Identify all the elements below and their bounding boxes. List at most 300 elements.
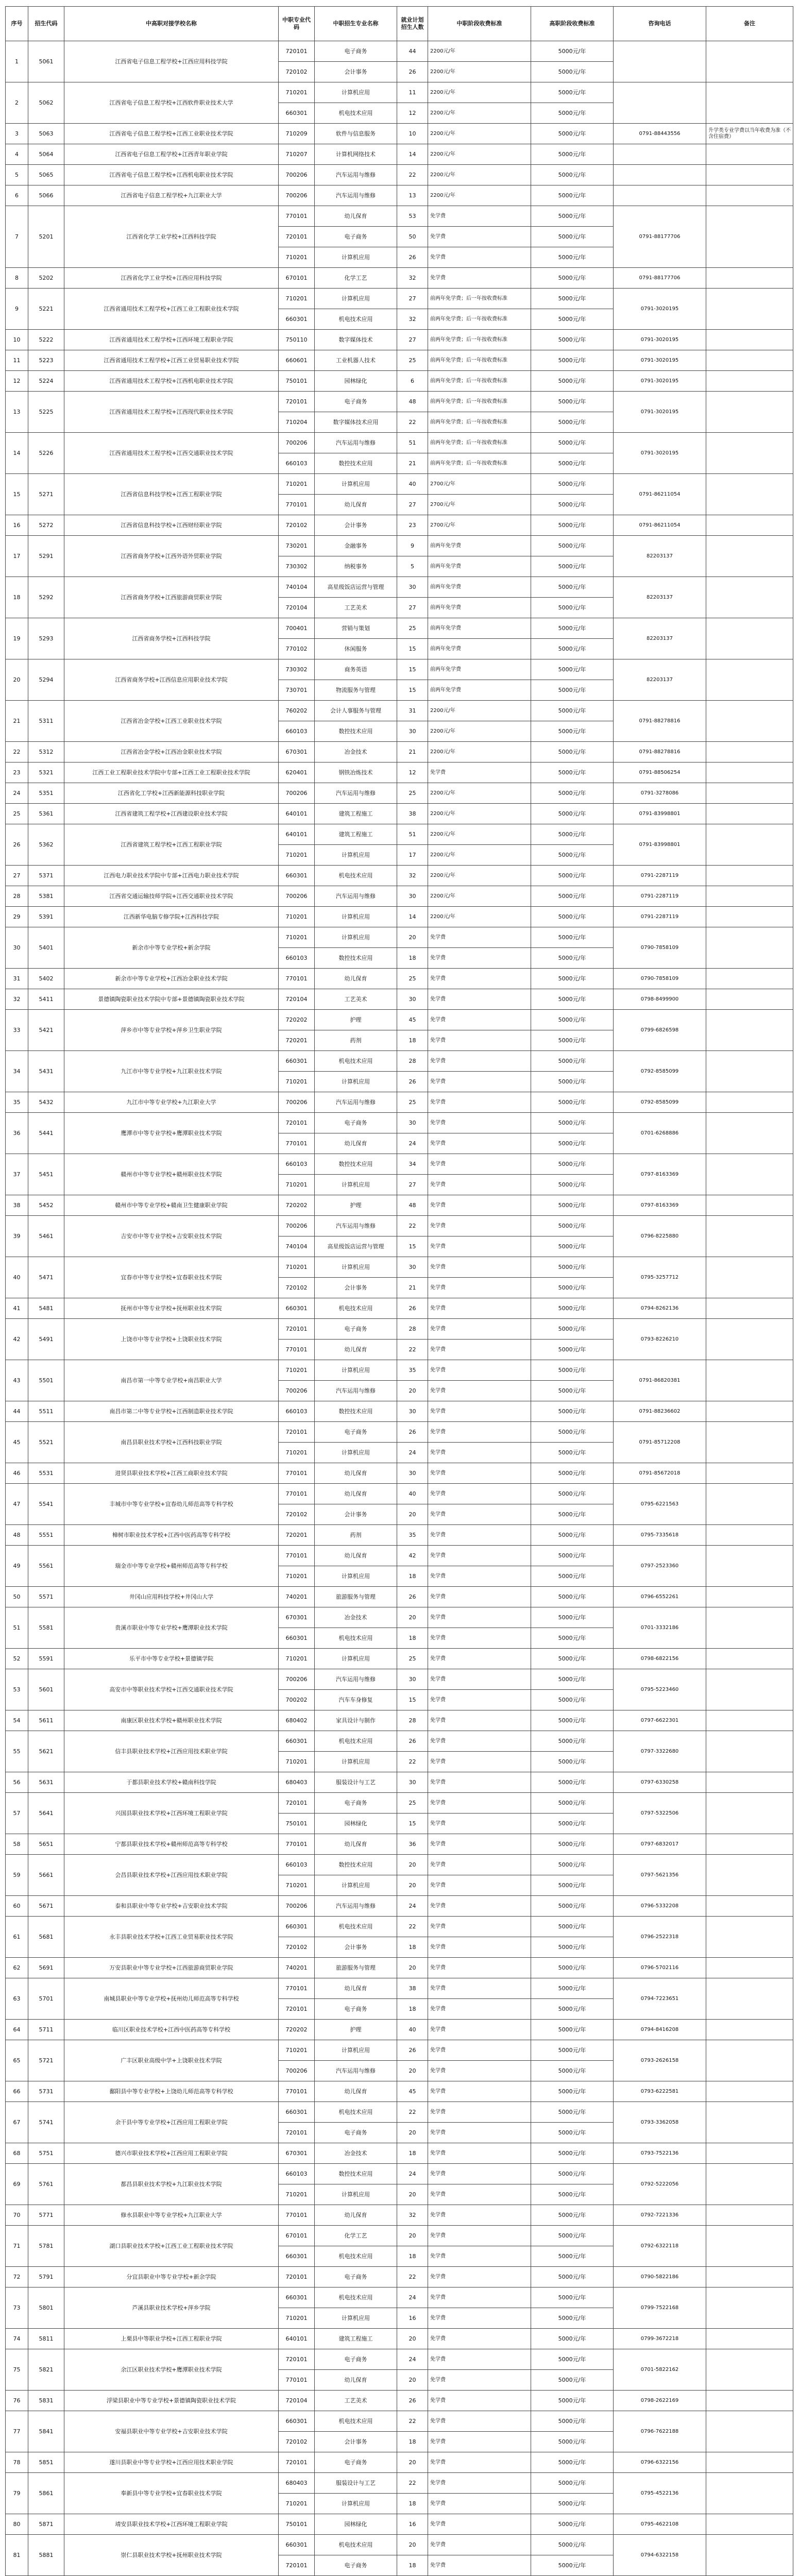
- quota-cell: 20: [397, 2061, 428, 2081]
- secondary-fee-cell: 前两年免学费: [428, 536, 531, 556]
- major-name-cell: 汽车运用与维修: [315, 1092, 397, 1113]
- major-name-cell: 电子商务: [315, 2349, 397, 2370]
- school-cell: 会昌县职业技术学校+江西应用技术职业学院: [64, 1855, 279, 1896]
- school-cell: 江西省通用技术工程学校+江西现代职业技术学院: [64, 392, 279, 433]
- school-cell: 修水县职业中等专业学校+九江职业大学: [64, 2205, 279, 2226]
- college-fee-cell: 5000元/年: [531, 1649, 614, 1669]
- note-cell: [706, 144, 793, 165]
- major-code-cell: 720202: [279, 2020, 315, 2040]
- quota-cell: 20: [397, 1607, 428, 1628]
- major-code-cell: 710201: [279, 2040, 315, 2061]
- code-cell: 5461: [28, 1216, 64, 1257]
- seq-cell: 56: [6, 1772, 28, 1793]
- note-cell: [706, 2164, 793, 2205]
- major-code-cell: 770101: [279, 969, 315, 989]
- major-name-cell: 家具设计与制作: [315, 1710, 397, 1731]
- note-cell: [706, 824, 793, 866]
- note-cell: [706, 1710, 793, 1731]
- note-cell: [706, 2081, 793, 2102]
- school-cell: 樟树市职业技术学校+江西中医药高等专科学校: [64, 1525, 279, 1546]
- school-cell: 江西省通用技术工程学校+江西工业贸易职业技术学院: [64, 350, 279, 371]
- phone-cell: 0794-6322158: [614, 2535, 706, 2576]
- major-code-cell: 770101: [279, 2205, 315, 2226]
- phone-cell: 0791-3020195: [614, 433, 706, 474]
- school-cell: 遂川县职业中等专业学校+江西应用技术职业学院: [64, 2452, 279, 2473]
- major-name-cell: 幼儿保育: [315, 1546, 397, 1566]
- note-cell: [706, 2143, 793, 2164]
- school-cell: 德兴市职业技术学校+江西应用工程职业学院: [64, 2143, 279, 2164]
- major-name-cell: 金融事务: [315, 536, 397, 556]
- major-code-cell: 710201: [279, 1443, 315, 1463]
- school-cell: 进贤县职业技术学校+江西工商职业技术学院: [64, 1463, 279, 1484]
- seq-cell: 38: [6, 1195, 28, 1216]
- code-cell: 5226: [28, 433, 64, 474]
- major-code-cell: 720104: [279, 598, 315, 618]
- major-name-cell: 幼儿保育: [315, 2081, 397, 2102]
- phone-cell: 0791-3020195: [614, 330, 706, 350]
- table-row: [6, 2514, 793, 2535]
- quota-cell: 30: [397, 1401, 428, 1422]
- major-code-cell: 710201: [279, 927, 315, 948]
- note-cell: [706, 1401, 793, 1422]
- note-cell: [706, 577, 793, 618]
- seq-cell: 37: [6, 1154, 28, 1195]
- secondary-fee-cell: 免学费: [428, 1525, 531, 1546]
- major-code-cell: 700206: [279, 886, 315, 907]
- school-cell: 鄱阳县中等专业学校+上饶幼儿师范高等专科学校: [64, 2081, 279, 2102]
- note-cell: [706, 165, 793, 185]
- quota-cell: 36: [397, 1834, 428, 1855]
- college-fee-cell: 5000元/年: [531, 866, 614, 886]
- major-code-cell: 710209: [279, 124, 315, 144]
- college-fee-cell: 5000元/年: [531, 2123, 614, 2143]
- note-cell: [706, 392, 793, 433]
- major-code-cell: 720201: [279, 1030, 315, 1051]
- major-name-cell: 电子商务: [315, 1319, 397, 1340]
- school-cell: 赣州市中等专业学校+赣南卫生健康职业学院: [64, 1195, 279, 1216]
- major-name-cell: 汽车运用与维修: [315, 783, 397, 804]
- school-cell: 泰和县职业中等专业学校+吉安职业技术学院: [64, 1896, 279, 1917]
- secondary-fee-cell: 免学费: [428, 1381, 531, 1401]
- secondary-fee-cell: 免学费: [428, 1154, 531, 1175]
- college-fee-cell: 5000元/年: [531, 41, 614, 62]
- secondary-fee-cell: 免学费: [428, 206, 531, 227]
- college-fee-cell: 5000元/年: [531, 1401, 614, 1422]
- secondary-fee-cell: 免学费: [428, 2535, 531, 2555]
- major-code-cell: 720201: [279, 1525, 315, 1546]
- major-name-cell: 会计人事服务与管理: [315, 701, 397, 721]
- quota-cell: 24: [397, 2164, 428, 2184]
- code-cell: 5062: [28, 82, 64, 124]
- code-cell: 5451: [28, 1154, 64, 1195]
- major-name-cell: 幼儿保育: [315, 495, 397, 515]
- school-cell: 江西省电子信息工程学校+江西工业职业技术学院: [64, 124, 279, 144]
- quota-cell: 26: [397, 247, 428, 268]
- quota-cell: 25: [397, 618, 428, 639]
- major-name-cell: 机电技术应用: [315, 2287, 397, 2308]
- seq-cell: 19: [6, 618, 28, 659]
- college-fee-cell: 5000元/年: [531, 350, 614, 371]
- school-cell: 南康区职业技术学校+赣州职业技术学院: [64, 1710, 279, 1731]
- secondary-fee-cell: 免学费: [428, 2473, 531, 2494]
- quota-cell: 12: [397, 762, 428, 783]
- seq-cell: 39: [6, 1216, 28, 1257]
- seq-cell: 23: [6, 762, 28, 783]
- phone-cell: 82203137: [614, 577, 706, 618]
- college-fee-cell: 5000元/年: [531, 1113, 614, 1133]
- quota-cell: 34: [397, 1154, 428, 1175]
- code-cell: 5421: [28, 1010, 64, 1051]
- phone-cell: 0797-3322680: [614, 1731, 706, 1772]
- school-cell: 九江市中等专业学校+九江职业大学: [64, 1092, 279, 1113]
- code-cell: 5381: [28, 886, 64, 907]
- major-code-cell: 720101: [279, 2555, 315, 2576]
- secondary-fee-cell: 2200元/年: [428, 62, 531, 82]
- secondary-fee-cell: 免学费: [428, 2081, 531, 2102]
- school-cell: 丰城市中等专业学校+宜春幼儿师范高等专科学校: [64, 1484, 279, 1525]
- college-fee-cell: 5000元/年: [531, 1793, 614, 1814]
- code-cell: 5631: [28, 1772, 64, 1793]
- secondary-fee-cell: 免学费: [428, 1917, 531, 1937]
- secondary-fee-cell: 免学费: [428, 268, 531, 289]
- quota-cell: 16: [397, 2514, 428, 2535]
- quota-cell: 20: [397, 2184, 428, 2205]
- note-cell: [706, 618, 793, 659]
- major-code-cell: 670101: [279, 268, 315, 289]
- college-fee-cell: 5000元/年: [531, 1855, 614, 1875]
- major-name-cell: 机电技术应用: [315, 2411, 397, 2432]
- secondary-fee-cell: 免学费: [428, 1690, 531, 1710]
- note-cell: [706, 1422, 793, 1463]
- college-fee-cell: 5000元/年: [531, 1978, 614, 1999]
- phone-cell: 0791-83998801: [614, 824, 706, 866]
- table-row: [6, 268, 793, 289]
- major-code-cell: 660301: [279, 1298, 315, 1319]
- note-cell: [706, 2473, 793, 2514]
- table-row: [6, 2329, 793, 2349]
- major-code-cell: 660301: [279, 1917, 315, 1937]
- phone-cell: [614, 82, 706, 124]
- college-fee-cell: 5000元/年: [531, 1504, 614, 1525]
- quota-cell: 26: [397, 1587, 428, 1607]
- secondary-fee-cell: 免学费: [428, 2308, 531, 2329]
- school-cell: 江西省商务学校+江西外语外贸职业学院: [64, 536, 279, 577]
- quota-cell: 20: [397, 1958, 428, 1978]
- college-fee-cell: 5000元/年: [531, 1999, 614, 2020]
- quota-cell: 20: [397, 1855, 428, 1875]
- seq-cell: 27: [6, 866, 28, 886]
- college-fee-cell: 5000元/年: [531, 165, 614, 185]
- school-cell: 江西省通用技术工程学校+江西机电职业技术学院: [64, 371, 279, 392]
- seq-cell: 22: [6, 742, 28, 762]
- table-row: [6, 1154, 793, 1175]
- table-row: [6, 536, 793, 556]
- code-cell: 5391: [28, 907, 64, 927]
- code-cell: 5294: [28, 659, 64, 701]
- seq-cell: 48: [6, 1525, 28, 1546]
- college-fee-cell: 5000元/年: [531, 2329, 614, 2349]
- college-fee-cell: 5000元/年: [531, 1937, 614, 1958]
- phone-cell: 0797-6832017: [614, 1834, 706, 1855]
- major-name-cell: 电子商务: [315, 2452, 397, 2473]
- major-name-cell: 汽车运用与维修: [315, 433, 397, 453]
- table-row: [6, 433, 793, 453]
- seq-cell: 30: [6, 927, 28, 969]
- phone-cell: 0701-6268886: [614, 1113, 706, 1154]
- college-fee-cell: 5000元/年: [531, 639, 614, 659]
- secondary-fee-cell: 免学费: [428, 762, 531, 783]
- quota-cell: 35: [397, 1360, 428, 1381]
- quota-cell: 26: [397, 1422, 428, 1443]
- quota-cell: 26: [397, 2391, 428, 2411]
- major-name-cell: 高星级饭店运营与管理: [315, 577, 397, 598]
- major-code-cell: 710201: [279, 2494, 315, 2514]
- college-fee-cell: 5000元/年: [531, 1216, 614, 1236]
- major-name-cell: 会计事务: [315, 1937, 397, 1958]
- code-cell: 5501: [28, 1360, 64, 1401]
- code-cell: 5711: [28, 2020, 64, 2040]
- secondary-fee-cell: 免学费: [428, 1298, 531, 1319]
- note-cell: [706, 659, 793, 701]
- quota-cell: 32: [397, 2205, 428, 2226]
- secondary-fee-cell: 免学费: [428, 1360, 531, 1381]
- major-code-cell: 770101: [279, 1834, 315, 1855]
- college-fee-cell: 5000元/年: [531, 2226, 614, 2246]
- code-cell: 5731: [28, 2081, 64, 2102]
- major-name-cell: 冶金技术: [315, 1607, 397, 1628]
- quota-cell: 22: [397, 1340, 428, 1360]
- phone-cell: 0791-88278816: [614, 701, 706, 742]
- secondary-fee-cell: 前两年免学费: [428, 659, 531, 680]
- major-code-cell: 660301: [279, 2535, 315, 2555]
- college-fee-cell: 5000元/年: [531, 1917, 614, 1937]
- quota-cell: 30: [397, 1772, 428, 1793]
- header-secondary-fee: 中职阶段收费标准: [428, 7, 531, 41]
- code-cell: 5841: [28, 2411, 64, 2452]
- code-cell: 5661: [28, 1855, 64, 1896]
- secondary-fee-cell: 免学费: [428, 2349, 531, 2370]
- college-fee-cell: 5000元/年: [531, 1154, 614, 1175]
- secondary-fee-cell: 2200元/年: [428, 144, 531, 165]
- code-cell: 5222: [28, 330, 64, 350]
- secondary-fee-cell: 免学费: [428, 2452, 531, 2473]
- secondary-fee-cell: 免学费: [428, 989, 531, 1010]
- college-fee-cell: 5000元/年: [531, 948, 614, 969]
- college-fee-cell: 5000元/年: [531, 2535, 614, 2555]
- major-code-cell: 660301: [279, 309, 315, 330]
- major-name-cell: 药剂: [315, 1525, 397, 1546]
- college-fee-cell: 5000元/年: [531, 1772, 614, 1793]
- major-name-cell: 机电技术应用: [315, 1051, 397, 1072]
- note-cell: [706, 969, 793, 989]
- code-cell: 5292: [28, 577, 64, 618]
- major-name-cell: 建筑工程施工: [315, 824, 397, 845]
- college-fee-cell: 5000元/年: [531, 1875, 614, 1896]
- quota-cell: 15: [397, 639, 428, 659]
- quota-cell: 32: [397, 268, 428, 289]
- note-cell: [706, 1113, 793, 1154]
- table-row: [6, 1216, 793, 1236]
- college-fee-cell: 5000元/年: [531, 1340, 614, 1360]
- seq-cell: 72: [6, 2267, 28, 2287]
- major-code-cell: 660301: [279, 2287, 315, 2308]
- code-cell: 5721: [28, 2040, 64, 2081]
- secondary-fee-cell: 免学费: [428, 1422, 531, 1443]
- major-name-cell: 数控技术应用: [315, 721, 397, 742]
- college-fee-cell: 5000元/年: [531, 1669, 614, 1690]
- major-code-cell: 710207: [279, 144, 315, 165]
- table-row: [6, 350, 793, 371]
- college-fee-cell: 5000元/年: [531, 907, 614, 927]
- major-name-cell: 数控技术应用: [315, 2164, 397, 2184]
- school-cell: 安福县职业中等专业学校+吉安职业技术学院: [64, 2411, 279, 2452]
- major-code-cell: 770102: [279, 639, 315, 659]
- major-code-cell: 660103: [279, 1855, 315, 1875]
- college-fee-cell: 5000元/年: [531, 1587, 614, 1607]
- school-cell: 江西省电子信息工程学校+江西软件职业技术大学: [64, 82, 279, 124]
- phone-cell: 0793-6222581: [614, 2081, 706, 2102]
- college-fee-cell: 5000元/年: [531, 886, 614, 907]
- note-cell: [706, 907, 793, 927]
- quota-cell: 11: [397, 82, 428, 103]
- college-fee-cell: 5000元/年: [531, 2205, 614, 2226]
- major-name-cell: 化学工艺: [315, 2226, 397, 2246]
- major-code-cell: 700206: [279, 1896, 315, 1917]
- code-cell: 5065: [28, 165, 64, 185]
- quota-cell: 15: [397, 1236, 428, 1257]
- secondary-fee-cell: 2200元/年: [428, 783, 531, 804]
- college-fee-cell: 5000元/年: [531, 2514, 614, 2535]
- major-code-cell: 710201: [279, 82, 315, 103]
- college-fee-cell: 5000元/年: [531, 1072, 614, 1092]
- phone-cell: 0796-5332208: [614, 1896, 706, 1917]
- major-code-cell: 730302: [279, 556, 315, 577]
- secondary-fee-cell: 2200元/年: [428, 103, 531, 124]
- quota-cell: 28: [397, 1319, 428, 1340]
- quota-cell: 22: [397, 165, 428, 185]
- quota-cell: 13: [397, 185, 428, 206]
- major-code-cell: 710201: [279, 289, 315, 309]
- code-cell: 5224: [28, 371, 64, 392]
- college-fee-cell: 5000元/年: [531, 1484, 614, 1504]
- quota-cell: 32: [397, 309, 428, 330]
- college-fee-cell: 5000元/年: [531, 1546, 614, 1566]
- code-cell: 5651: [28, 1834, 64, 1855]
- code-cell: 5223: [28, 350, 64, 371]
- college-fee-cell: 5000元/年: [531, 268, 614, 289]
- phone-cell: 0791-3020195: [614, 289, 706, 330]
- table-row: [6, 1834, 793, 1855]
- major-code-cell: 710201: [279, 1175, 315, 1195]
- code-cell: 5871: [28, 2514, 64, 2535]
- major-name-cell: 幼儿保育: [315, 1133, 397, 1154]
- school-cell: 江西省电子信息工程学校+江西机电职业技术学院: [64, 165, 279, 185]
- phone-cell: 0795-3257712: [614, 1257, 706, 1298]
- secondary-fee-cell: 前两年免学费；后一年按收费标准: [428, 309, 531, 330]
- quota-cell: 25: [397, 1649, 428, 1669]
- secondary-fee-cell: 免学费: [428, 1752, 531, 1772]
- quota-cell: 48: [397, 392, 428, 412]
- quota-cell: 26: [397, 62, 428, 82]
- note-cell: [706, 433, 793, 474]
- college-fee-cell: 5000元/年: [531, 247, 614, 268]
- code-cell: 5471: [28, 1257, 64, 1298]
- major-code-cell: 730201: [279, 536, 315, 556]
- code-cell: 5821: [28, 2349, 64, 2391]
- quota-cell: 21: [397, 742, 428, 762]
- table-row: [6, 1051, 793, 1072]
- phone-cell: 0792-6322118: [614, 2226, 706, 2267]
- secondary-fee-cell: 前两年免学费；后一年按收费标准: [428, 330, 531, 350]
- major-code-cell: 770101: [279, 1340, 315, 1360]
- table-row: [6, 2081, 793, 2102]
- school-cell: 江西省通用技术工程学校+江西交通职业技术学院: [64, 433, 279, 474]
- major-code-cell: 660301: [279, 866, 315, 886]
- major-name-cell: 护理: [315, 1010, 397, 1030]
- major-code-cell: 710204: [279, 412, 315, 433]
- major-name-cell: 计算机应用: [315, 2040, 397, 2061]
- secondary-fee-cell: 免学费: [428, 1607, 531, 1628]
- college-fee-cell: 5000元/年: [531, 309, 614, 330]
- secondary-fee-cell: 免学费: [428, 2184, 531, 2205]
- major-code-cell: 720101: [279, 2349, 315, 2370]
- school-cell: 南昌市第二中等专业学校+江西制造职业技术学院: [64, 1401, 279, 1422]
- major-code-cell: 710201: [279, 1360, 315, 1381]
- major-name-cell: 机电技术应用: [315, 2102, 397, 2123]
- college-fee-cell: 5000元/年: [531, 804, 614, 824]
- note-cell: [706, 2411, 793, 2452]
- header-major-code: 中职专业代码: [279, 7, 315, 41]
- major-name-cell: 计算机应用: [315, 1875, 397, 1896]
- major-name-cell: 机电技术应用: [315, 1731, 397, 1752]
- table-row: [6, 659, 793, 680]
- major-code-cell: 770101: [279, 2081, 315, 2102]
- major-name-cell: 电子商务: [315, 1422, 397, 1443]
- code-cell: 5801: [28, 2287, 64, 2329]
- seq-cell: 65: [6, 2040, 28, 2081]
- major-code-cell: 770101: [279, 1484, 315, 1504]
- major-name-cell: 计算机应用: [315, 474, 397, 495]
- secondary-fee-cell: 免学费: [428, 1814, 531, 1834]
- phone-cell: 0798-2622169: [614, 2391, 706, 2411]
- major-name-cell: 会计事务: [315, 1504, 397, 1525]
- school-cell: 临川区职业技术学校+江西中医药高等专科学校: [64, 2020, 279, 2040]
- table-row: [6, 2267, 793, 2287]
- major-code-cell: 660103: [279, 948, 315, 969]
- college-fee-cell: 5000元/年: [531, 453, 614, 474]
- quota-cell: 18: [397, 1999, 428, 2020]
- code-cell: 5561: [28, 1546, 64, 1587]
- secondary-fee-cell: 2200元/年: [428, 845, 531, 866]
- secondary-fee-cell: 前两年免学费；后一年按收费标准: [428, 350, 531, 371]
- quota-cell: 28: [397, 1710, 428, 1731]
- quota-cell: 15: [397, 659, 428, 680]
- quota-cell: 30: [397, 1669, 428, 1690]
- quota-cell: 18: [397, 1566, 428, 1587]
- major-code-cell: 720202: [279, 1195, 315, 1216]
- secondary-fee-cell: 免学费: [428, 969, 531, 989]
- seq-cell: 61: [6, 1917, 28, 1958]
- seq-cell: 2: [6, 82, 28, 124]
- college-fee-cell: 5000元/年: [531, 2391, 614, 2411]
- seq-cell: 58: [6, 1834, 28, 1855]
- phone-cell: 0794-7223651: [614, 1978, 706, 2020]
- code-cell: 5371: [28, 866, 64, 886]
- table-row: [6, 1298, 793, 1319]
- secondary-fee-cell: 免学费: [428, 1978, 531, 1999]
- seq-cell: 3: [6, 124, 28, 144]
- major-code-cell: 720101: [279, 1319, 315, 1340]
